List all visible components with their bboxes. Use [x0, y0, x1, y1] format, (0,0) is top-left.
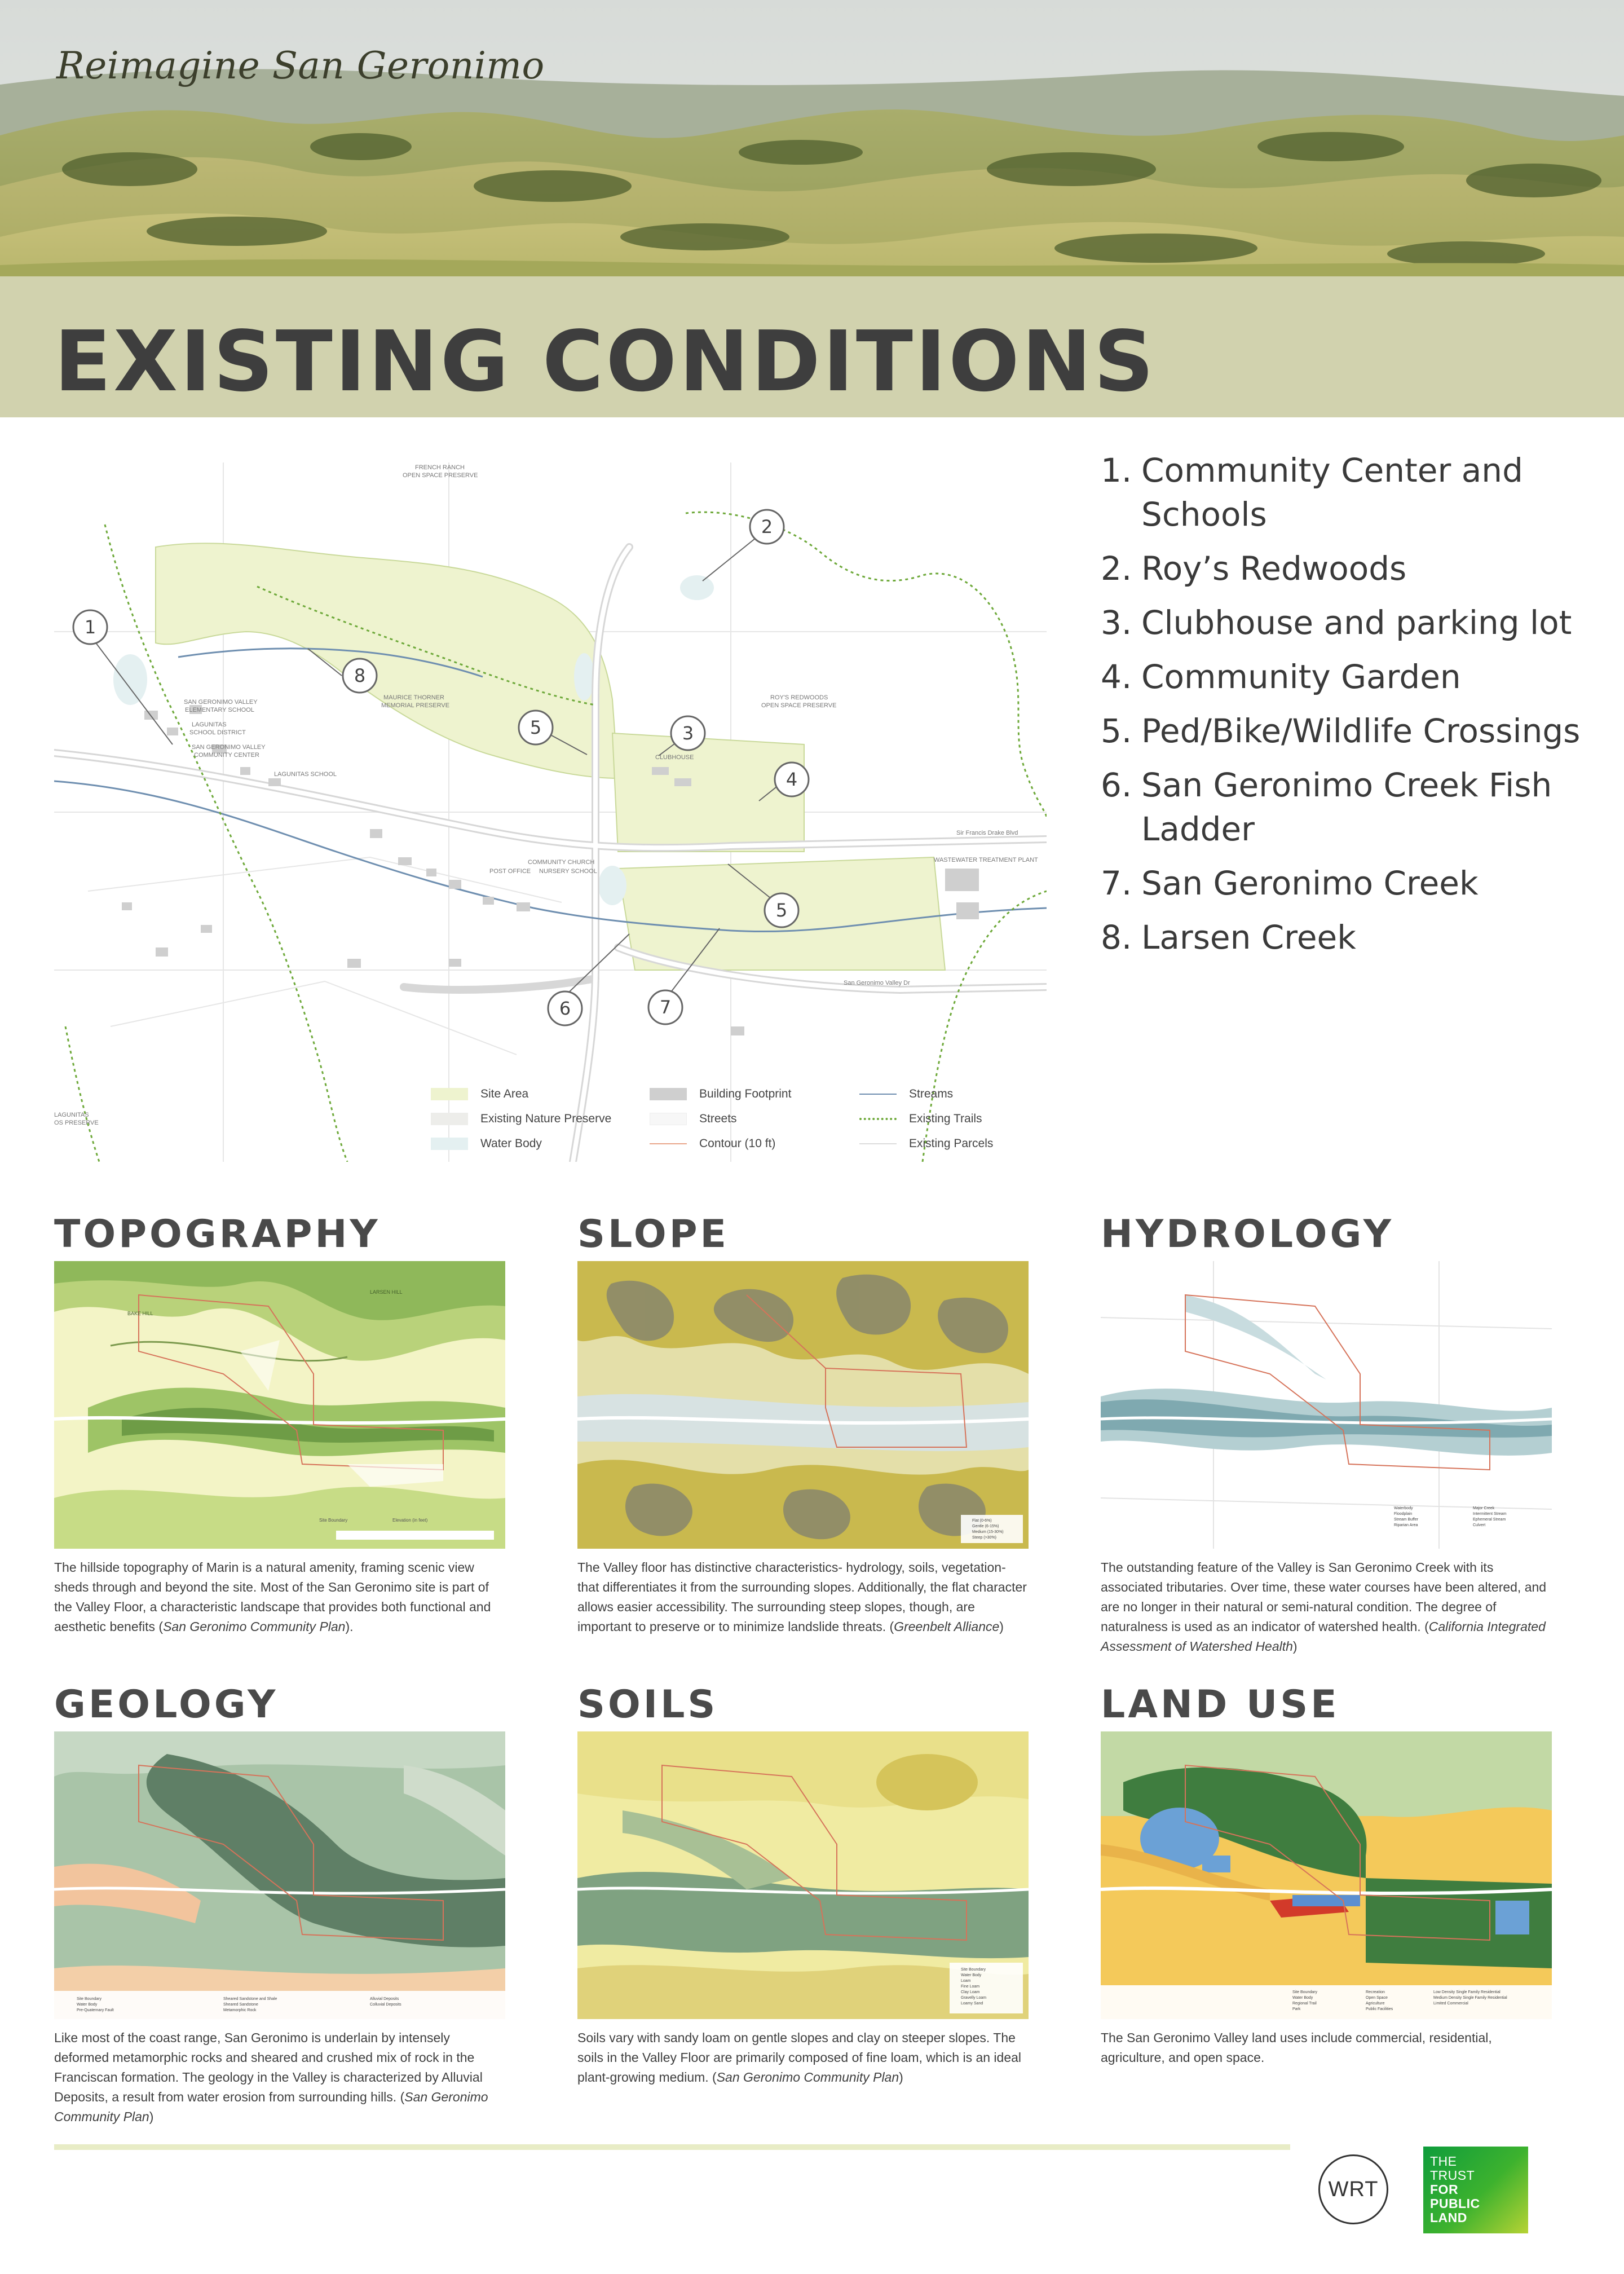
svg-text:7: 7	[659, 997, 672, 1018]
topography-map-label-1: Site Boundary	[319, 1518, 348, 1523]
landuse-text: The San Geronimo Valley land uses include commercial, residential, agriculture, and open space.	[1101, 2030, 1492, 2065]
map-label-lagunitas: LAGUNITAS SCHOOL	[274, 771, 337, 778]
hydrology-text: The outstanding feature of the Valley is San Geronimo Creek with its associated tributaries. Over time, these water courses have been altered, and are no longer in their natural or semi-natural condition. The degree of naturalness is used as an indicator of watershed health. (California Integrated Assessment of Watershed Health)	[1101, 1560, 1547, 1654]
svg-text:6: 6	[559, 998, 571, 1019]
topography-title: TOPOGRAPHY	[54, 1212, 381, 1257]
map-label-school1-2: ELEMENTARY SCHOOL	[185, 707, 254, 713]
map-label-post: POST OFFICE	[489, 868, 531, 875]
hydrology-map	[1101, 1261, 1552, 1549]
slope-legend-0: Flat (0-6%)	[972, 1519, 992, 1523]
hydrology-legend-1: Floodplain	[1394, 1512, 1413, 1516]
legend-building: Building Footprint	[650, 1087, 791, 1101]
map-marker-5b	[765, 893, 798, 927]
hydrology-legend-3: Riparian Area	[1394, 1523, 1418, 1527]
map-label-road1: Sir Francis Drake Blvd	[956, 830, 1018, 836]
legend-water-body: Water Body	[431, 1137, 542, 1151]
legend-parcels: Existing Parcels	[859, 1137, 993, 1151]
soils-legend-6: Loamy Sand	[961, 2002, 983, 2006]
map-label-church: COMMUNITY CHURCH	[528, 859, 595, 866]
hydrology-title: HYDROLOGY	[1101, 1212, 1394, 1257]
list-item: 5. Ped/Bike/Wildlife Crossings	[1101, 712, 1581, 750]
wrt-logo: WRT	[1318, 2154, 1388, 2224]
svg-text:8: 8	[354, 665, 366, 686]
trust-for-public-land-logo: THE TRUST FOR PUBLIC LAND	[1423, 2147, 1528, 2233]
geology-title: GEOLOGY	[54, 1682, 279, 1727]
legend-contour: Contour (10 ft)	[650, 1137, 775, 1151]
map-marker-3	[671, 716, 705, 750]
topography-map-label-2: Elevation (in feet)	[392, 1518, 428, 1523]
list-item: 4. Community Garden	[1101, 658, 1461, 696]
landuse-legend-0: Site Boundary	[1292, 1990, 1317, 1994]
list-item: 8. Larsen Creek	[1101, 918, 1356, 957]
svg-text:3: 3	[682, 722, 694, 744]
soils-legend-1: Water Body	[961, 1973, 982, 1977]
landuse-panel	[1101, 1682, 1552, 2068]
topography-panel	[54, 1211, 505, 1637]
site-map	[54, 462, 1047, 1162]
soils-legend-4: Clay Loam	[961, 1990, 980, 1994]
landuse-legend-7: Public Facilities	[1366, 2007, 1393, 2011]
svg-text:5: 5	[775, 900, 788, 921]
soils-panel	[577, 1682, 1029, 2087]
map-marker-5a	[519, 711, 553, 744]
topography-text: The hillside topography of Marin is a natural amenity, framing scenic view sheds through and beyond the site. Most of the San Geronimo site is part of the Valley Floor, a characteristic landscape that provides both functional and aesthetic benefits (San Geronimo Community Plan).	[54, 1560, 491, 1634]
soils-title: SOILS	[577, 1682, 718, 1727]
legend-streets: Streets	[650, 1112, 737, 1126]
places-list	[1101, 448, 1608, 969]
footer-rule	[54, 2144, 1290, 2150]
map-legend	[431, 1087, 1051, 1155]
map-label-nursery: NURSERY SCHOOL	[539, 868, 597, 875]
map-label-roys-2: OPEN SPACE PRESERVE	[761, 702, 837, 709]
site-map-drawing	[54, 462, 1047, 1162]
map-marker-4	[775, 763, 809, 796]
slope-title: SLOPE	[577, 1212, 729, 1257]
geology-map	[54, 1731, 505, 2019]
svg-text:1: 1	[84, 616, 96, 638]
map-marker-8	[343, 659, 377, 693]
map-label-preserve-sw-2: OS PRESERVE	[54, 1120, 99, 1126]
geology-text: Like most of the coast range, San Geronimo is underlain by intensely deformed metamorphic rocks and sheared and crushed mix of rock in the Franciscan formation. The geology in the Valley is characterized by Alluvial Deposits, a result from water erosion from surrounding hills. (San Geronimo Community Plan)	[54, 2030, 488, 2124]
landuse-legend-2: Regional Trail	[1292, 2002, 1317, 2006]
geology-legend-2: Pre-Quaternary Fault	[77, 2008, 114, 2012]
map-label-school2-2: SCHOOL DISTRICT	[189, 729, 246, 736]
legend-streams: Streams	[859, 1087, 953, 1101]
landuse-legend-5: Open Space	[1366, 1996, 1388, 2000]
map-label-road2: San Geronimo Valley Dr	[844, 980, 910, 986]
map-label-school2: LAGUNITAS	[192, 721, 227, 728]
map-label-maurice-2: MEMORIAL PRESERVE	[381, 702, 450, 709]
map-label-french-ranch: FRENCH RANCH	[415, 464, 465, 471]
hydrology-legend-5: Intermittent Stream	[1473, 1512, 1507, 1516]
hydrology-legend-7: Culvert	[1473, 1523, 1486, 1527]
geology-panel	[54, 1682, 505, 2127]
page-title: EXISTING CONDITIONS	[54, 313, 1157, 410]
hydrology-legend-4: Major Creek	[1473, 1506, 1495, 1510]
landuse-map	[1101, 1731, 1552, 2019]
geology-legend-7: Colluvial Deposits	[370, 2003, 401, 2007]
geology-legend-6: Alluvial Deposits	[370, 1997, 399, 2001]
landuse-legend-4: Recreation	[1366, 1990, 1385, 1994]
slope-map	[577, 1261, 1029, 1549]
map-marker-2	[750, 510, 784, 544]
geology-legend-0: Site Boundary	[77, 1997, 102, 2001]
map-label-school1: SAN GERONIMO VALLEY	[184, 699, 258, 706]
map-label-french-ranch-2: OPEN SPACE PRESERVE	[403, 472, 478, 479]
map-marker-6	[548, 991, 582, 1025]
slope-legend-3: Steep (>30%)	[972, 1536, 996, 1540]
map-label-clubhouse: CLUBHOUSE	[655, 754, 694, 761]
list-item: 2. Roy’s Redwoods	[1101, 549, 1407, 588]
topography-map-label-3: BAKE HILL	[127, 1311, 153, 1316]
landuse-legend-3: Park	[1292, 2007, 1301, 2011]
map-marker-1	[73, 610, 107, 644]
svg-text:2: 2	[761, 516, 773, 537]
geology-legend-1: Water Body	[77, 2003, 98, 2007]
map-label-community: SAN GERONIMO VALLEY	[192, 744, 266, 751]
legend-site-area: Site Area	[431, 1087, 528, 1101]
list-item: 1. Community Center and Schools	[1101, 451, 1523, 534]
soils-text: Soils vary with sandy loam on gentle slopes and clay on steeper slopes. The soils in the Valley Floor are primarily composed of fine loam, which is an ideal plant-growing medium. (San Geronimo Community Plan)	[577, 2030, 1022, 2084]
header-subtitle: Reimagine San Geronimo	[56, 44, 545, 87]
topography-map	[54, 1261, 505, 1549]
legend-nature-preserve: Existing Nature Preserve	[431, 1112, 611, 1126]
legend-trails: Existing Trails	[859, 1112, 982, 1126]
svg-text:5: 5	[529, 717, 542, 738]
landuse-legend-1: Water Body	[1292, 1996, 1313, 2000]
soils-legend-5: Gravelly Loam	[961, 1996, 987, 2000]
hero-banner	[0, 0, 1624, 417]
map-label-maurice: MAURICE THORNER	[383, 694, 444, 701]
soils-legend-0: Site Boundary	[961, 1968, 986, 1972]
landuse-legend-8: Low Density Single Family Residential	[1433, 1990, 1501, 1994]
slope-legend-1: Gentle (6-15%)	[972, 1524, 999, 1528]
soils-legend-2: Loam	[961, 1979, 971, 1983]
soils-map	[577, 1731, 1029, 2019]
map-label-roys: ROY'S REDWOODS	[770, 694, 828, 701]
geology-legend-3: Sheared Sandstone and Shale	[223, 1997, 277, 2001]
landuse-legend-6: Agriculture	[1366, 2002, 1385, 2006]
slope-text: The Valley floor has distinctive characteristics- hydrology, soils, vegetation- that differentiates it from the surrounding slopes. Additionally, the flat character allows easier accessibility. The surrounding steep slopes, though, are important to preserve or to minimize landslide threats. (Greenbelt Alliance)	[577, 1560, 1027, 1634]
svg-text:4: 4	[785, 769, 798, 790]
soils-legend-3: Fine Loam	[961, 1985, 980, 1989]
list-item: 7. San Geronimo Creek	[1101, 864, 1479, 902]
slope-legend-2: Medium (15-30%)	[972, 1530, 1004, 1534]
landuse-legend-10: Limited Commercial	[1433, 2002, 1468, 2006]
geology-legend-5: Metamorphic Rock	[223, 2008, 257, 2012]
map-label-community-2: COMMUNITY CENTER	[194, 752, 259, 759]
hydrology-legend-6: Ephemeral Stream	[1473, 1518, 1506, 1522]
hydrology-panel	[1101, 1211, 1552, 1656]
slope-panel	[577, 1211, 1029, 1637]
list-item: 6. San Geronimo Creek Fish Ladder	[1101, 766, 1552, 848]
hydrology-legend-2: Stream Buffer	[1394, 1518, 1419, 1522]
map-label-treatment: WASTEWATER TREATMENT PLANT	[934, 857, 1038, 863]
map-label-preserve-sw: LAGUNITAS	[54, 1112, 89, 1118]
map-marker-7	[648, 990, 682, 1024]
topography-map-label-4: LARSEN HILL	[370, 1289, 403, 1295]
hydrology-legend-0: Waterbody	[1394, 1506, 1413, 1510]
landuse-legend-9: Medium Density Single Family Residential	[1433, 1996, 1507, 2000]
geology-legend-4: Sheared Sandstone	[223, 2003, 258, 2007]
list-item: 3. Clubhouse and parking lot	[1101, 603, 1572, 642]
landuse-title: LAND USE	[1101, 1682, 1340, 1727]
